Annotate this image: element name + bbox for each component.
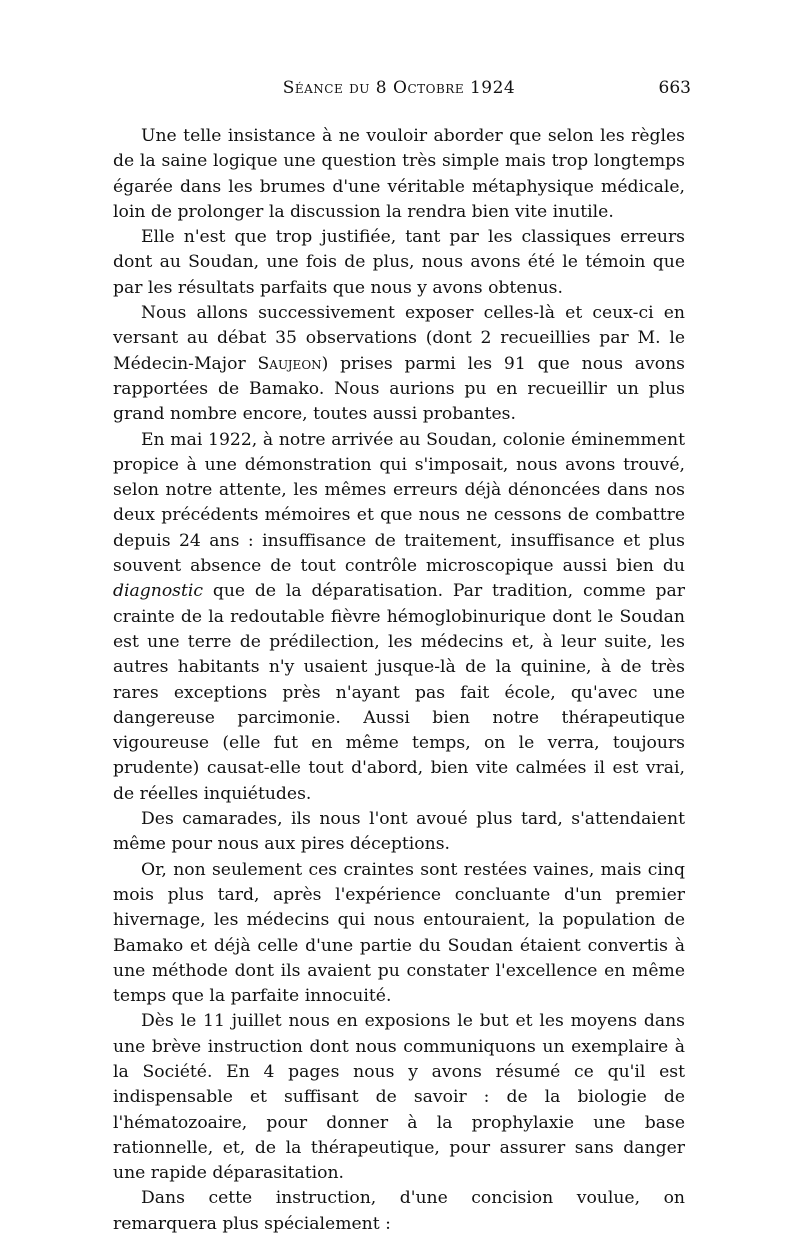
page-number: 663 bbox=[658, 78, 691, 98]
paragraph-text: Nous allons successivement exposer celles-là et ceux-ci en versant au débat 35 observations (dont 2 recueillies par M. le Médecin-Major bbox=[113, 303, 685, 374]
paragraph: Dans cette instruction, d'une concision voulue, on remarquera plus spécialement : bbox=[113, 1188, 685, 1234]
paragraph-text: que de la déparatisation. Par tradition, comme par crainte de la redoutable fièvre hémoglobinurique dont le Soudan est une terre de prédilection, les médecins et, à leur suite, les autres habitants n'y usaient jusque-là de la quinine, à de très rares exceptions près n'ayant pas fait école, qu'avec une dangereuse parcimonie. Aussi bien notre thérapeutique vigoureuse (elle fut en même temps, on le verra, toujours prudente) causat-elle tout d'abord, bien vite calmées il est vrai, de réelles inquiétudes. bbox=[113, 581, 685, 804]
paragraph: Elle n'est que trop justifiée, tant par les classiques erreurs dont au Soudan, une fois de plus, nous avons été le témoin que par les résultats parfaits que nous y avons obtenus. bbox=[113, 227, 685, 298]
book-page bbox=[113, 78, 691, 1237]
paragraph-text: En mai 1922, à notre arrivée au Soudan, colonie éminemment propice à une démonstration qui s'imposait, nous avons trouvé, selon notre attente, les mêmes erreurs déjà dénoncées dans nos deux précédents mémoires et que nous ne cessons de combattre depuis 24 ans : insuffisance de traitement, insuffisance et plus souvent absence de tout contrôle microscopique aussi bien du bbox=[113, 429, 685, 577]
author-name: Saujeon bbox=[257, 353, 322, 374]
paragraph: Dès le 11 juillet nous en exposions le but et les moyens dans une brève instruction dont nous communiquons un exemplaire à la Société. En 4 pages nous y avons résumé ce qu'il est indispensable et suffisant de savoir : de la biologie de l'hématozoaire, pour donner à la prophylaxie une base rationnelle, et, de la thérapeutique, pour assurer sans danger une rapide déparasitation. bbox=[113, 1011, 685, 1184]
paragraph bbox=[113, 301, 685, 427]
body-text bbox=[113, 124, 685, 1237]
paragraph bbox=[113, 428, 685, 807]
italic-term: diagnostic bbox=[113, 581, 204, 602]
paragraph: Des camarades, ils nous l'ont avoué plus tard, s'attendaient même pour nous aux pires déceptions. bbox=[113, 809, 685, 855]
paragraph-text: ) prises parmi les 91 que nous avons rapportées de Bamako. Nous aurions pu en recueillir un plus grand nombre encore, toutes aussi probantes. bbox=[113, 353, 685, 425]
running-header bbox=[113, 78, 691, 104]
paragraph: Or, non seulement ces craintes sont restées vaines, mais cinq mois plus tard, après l'expérience concluante d'un premier hivernage, les médecins qui nous entouraient, la population de Bamako et déjà celle d'une partie du Soudan étaient convertis à une méthode dont ils avaient pu constater l'excellence en même temps que la parfaite innocuité. bbox=[113, 859, 685, 1007]
paragraph: Une telle insistance à ne vouloir aborder que selon les règles de la saine logique une question très simple mais trop longtemps égarée dans les brumes d'une véritable métaphysique médicale, loin de prolonger la discussion la rendra bien vite inutile. bbox=[113, 126, 685, 222]
running-title: Séance du 8 Octobre 1924 bbox=[282, 78, 516, 98]
